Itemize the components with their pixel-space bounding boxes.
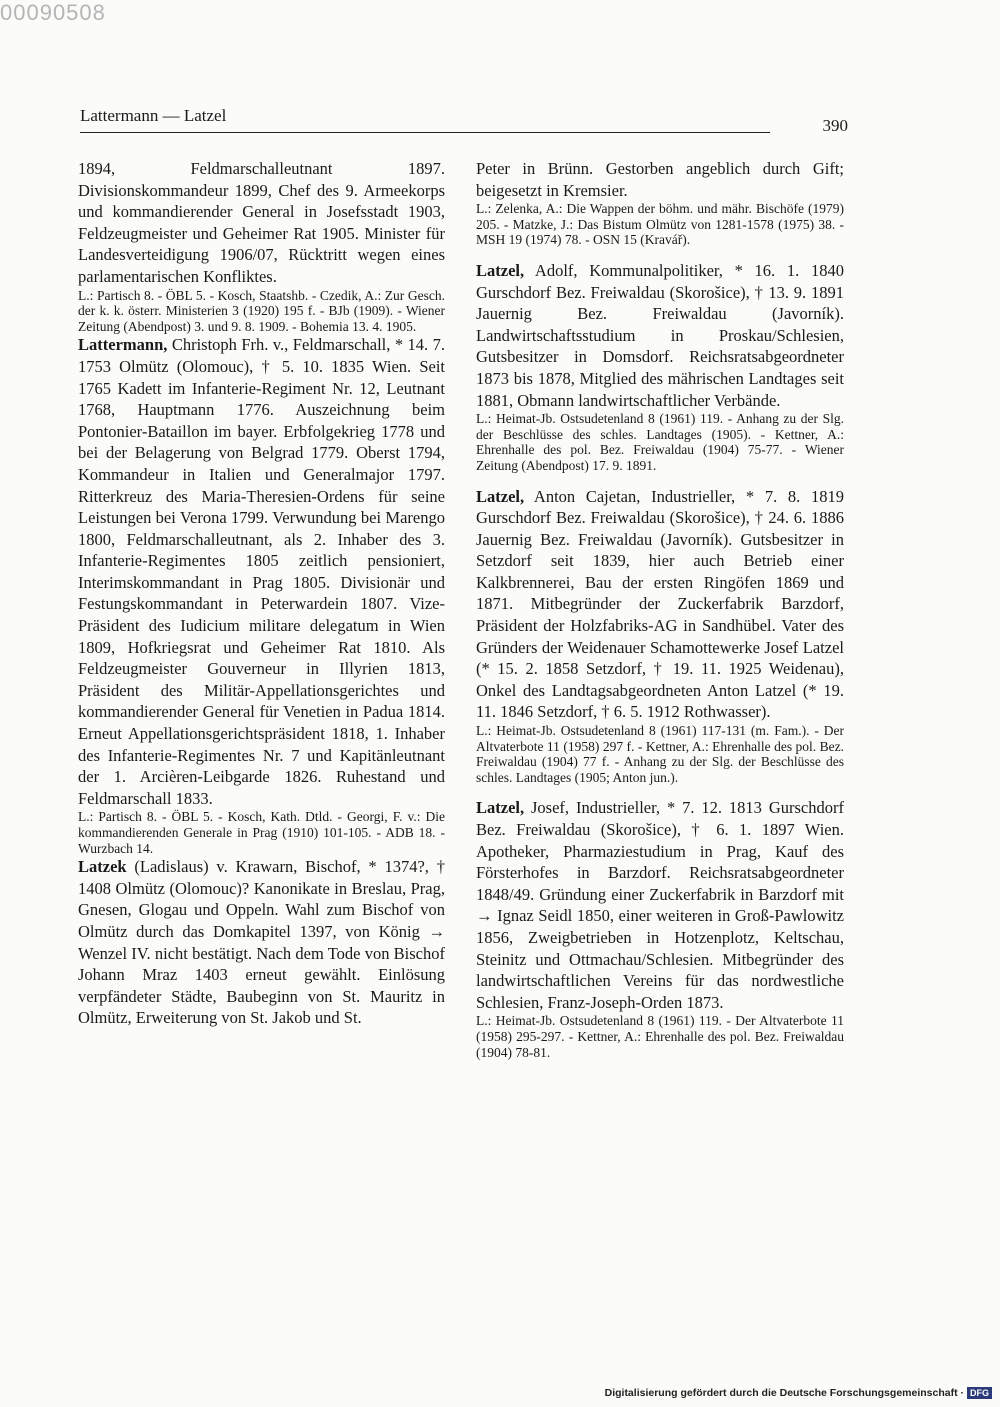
- header-rule: [80, 132, 770, 133]
- literature-block: L.: Partisch 8. - ÖBL 5. - Kosch, Kath. Dtld. - Georgi, F. v.: Die kommandierenden Generale in Prag (1910) 101-105. - ADB 18. - Wurzbach 14.: [78, 809, 445, 856]
- literature-block: L.: Heimat-Jb. Ostsudetenland 8 (1961) 119. - Anhang zu der Slg. der Beschlüsse des schles. Landtages (1905). - Kettner, A.: Ehrenhalle des pol. Bez. Freiwaldau (1904) 75-77. - Wiener Zeitung (Abendpost) 17. 9. 1891.: [476, 411, 844, 473]
- literature-block: L.: Heimat-Jb. Ostsudetenland 8 (1961) 119. - Der Altvaterbote 11 (1958) 295-297. - Kettner, A.: Ehrenhalle des pol. Bez. Freiwaldau (1904) 78-81.: [476, 1013, 844, 1060]
- entry-latzel-adolf: [476, 260, 844, 411]
- entry-latzel-josef: [476, 797, 844, 1013]
- entry-text: Josef, Industrieller, * 7. 12. 1813 Gurschdorf Bez. Freiwaldau (Skorošice), † 6. 1. 1897 Wien. Apotheker, Pharmaziestudium in Prag, Kauf des Försterhofes in Barzdorf. Reichsratsabgeordneter 1848/49. Gründung einer Zuckerfabrik in Barzdorf mit → Ignaz Seidl 1850, einer weiteren in Groß-Pawlowitz 1856, Zweigbetrieben in Hotzenplotz, Keltschau, Steinitz und Ottmachau/Schlesien. Mitbegründer des landwirtschaftlichen Vereins für das nordwestliche Schlesien, Franz-Joseph-Orden 1873.: [476, 798, 844, 1012]
- headword: Latzek: [78, 857, 127, 877]
- archive-stamp: 00090508: [0, 0, 106, 25]
- entry-text: (Ladislaus) v. Krawarn, Bischof, * 1374?, † 1408 Olmütz (Olomouc)? Kanonikate in Breslau, Prag, Gnesen, Glogau und Oppeln. Wahl zum Bischof von Olmütz durch das Domkapitel 1397, von König → Wenzel IV. nicht bestätigt. Nach dem Tode von Bischof Johann Mraz 1403 erneut gewählt. Einlösung verpfändeter Städte, Baubeginn von St. Mauritz in Olmütz, Erweiterung von St. Jakob und St.: [78, 857, 445, 1028]
- headword: Latzel,: [476, 798, 525, 818]
- literature-block: L.: Heimat-Jb. Ostsudetenland 8 (1961) 117-131 (m. Fam.). - Der Altvaterbote 11 (1958) 297 f. - Kettner, A.: Ehrenhalle des pol. Bez. Freiwaldau (1904) 77 f. - Anhang zu der Slg. der Beschlüsse des schles. Landtages (1905; Anton jun.).: [476, 723, 844, 785]
- left-column: [78, 158, 445, 1029]
- headword: Latzel,: [476, 260, 525, 280]
- entry-latzek: [78, 856, 445, 1029]
- entry-continuation: Peter in Brünn. Gestorben angeblich durch Gift; beigesetzt in Kremsier.: [476, 159, 844, 200]
- funding-footer: [605, 1387, 992, 1399]
- running-title: Lattermann — Latzel: [80, 106, 227, 125]
- entry-latzel-anton: [476, 486, 844, 724]
- right-column: [476, 158, 844, 1072]
- dfg-logo: DFG: [967, 1387, 992, 1399]
- headword: Lattermann,: [78, 335, 168, 355]
- footer-text: Digitalisierung gefördert durch die Deutsche Forschungsgemeinschaft ·: [604, 1387, 964, 1399]
- headword: Latzel,: [476, 486, 525, 506]
- literature-block: L.: Partisch 8. - ÖBL 5. - Kosch, Staatshb. - Czedik, A.: Zur Gesch. der k. k. österr. Ministerien 3 (1920) 195 f. - BJb (1909). - Wiener Zeitung (Abendpost) 3. und 9. 8. 1909. - Bohemia 13. 4. 1905.: [78, 287, 445, 334]
- entry-text: Anton Cajetan, Industrieller, * 7. 8. 1819 Gurschdorf Bez. Freiwaldau (Skorošice), † 24. 6. 1886 Jauernig Bez. Freiwaldau (Javorník). Gutsbesitzer in Setzdorf seit 1839, hier auch Betrieb einer Kalkbrennerei, Bau der ersten Ringöfen 1869 und 1871. Mitbegründer der Zuckerfabrik Barzdorf, Präsident der Holzfabriks-AG in Sandhübel. Vater des Gründers der Weidenauer Schamottewerke Josef Latzel (* 15. 2. 1858 Setzdorf, † 19. 11. 1925 Weidenau), Onkel des Landtagsabgeordneten Anton Latzel (* 19. 11. 1846 Setzdorf, † 6. 5. 1912 Rothwasser).: [476, 486, 844, 722]
- page-number: 390: [822, 116, 848, 135]
- entry-text: Christoph Frh. v., Feldmarschall, * 14. 7. 1753 Olmütz (Olomouc), † 5. 10. 1835 Wien. Seit 1765 Kadett im Infanterie-Regiment Nr. 12, Leutnant 1768, Hauptmann 1776. Auszeichnung beim Pontonier-Bataillon im bayer. Erbfolgekrieg 1778 und bei der Belagerung von Belgrad 1779. Oberst 1794, Kommandeur in Italien und Generalmajor 1797. Ritterkreuz des Maria-Theresien-Ordens für seine Leistungen bei Verona 1799. Verwundung bei Marengo 1800, Feldmarschalleutnant, als 2. Inhaber des 3. Infanterie-Regimentes 1805 zeitlich pensioniert, Interimskommandant in Prag 1805. Divisionär und Festungskommandant in Peterwardein 1807. Vize-Präsident des Iudicium militare delegatum in Wien 1809, Hofkriegsrat und Geheimer Rat 1810. Als Feldzeugmeister Gouverneur in Illyrien 1813, Präsident des Militär-Appellationsgerichtes und kommandierender General für Venetien in Padua 1814. Erneut Appellationsgerichtspräsident 1818, 1. Inhaber des Infanterie-Regimentes Nr. 7 und Kapitänleutnant der 1. Arcièren-Leibgarde 1826. Ruhestand und Feldmarschall 1833.: [78, 335, 445, 808]
- entry-continuation: 1894, Feldmarschalleutnant 1897. Divisionskommandeur 1899, Chef des 9. Armeekorps und kommandierender General in Josefsstadt 1903, Feldzeugmeister und Geheimer Rat 1905. Minister für Landesverteidigung 1906/07, Rücktritt wegen eines parlamentarischen Konfliktes.: [78, 159, 445, 286]
- entry-text: Adolf, Kommunalpolitiker, * 16. 1. 1840 Gurschdorf Bez. Freiwaldau (Skorošice), † 13. 9. 1891 Jauernig Bez. Freiwaldau (Javorník). Landwirtschaftsstudium in Proskau/Schlesien, Gutsbesitzer in Domsdorf. Reichsratsabgeordneter 1873 bis 1878, Mitglied des mährischen Landtages seit 1881, Obmann landwirtschaftlicher Verbände.: [476, 260, 844, 410]
- entry-lattermann: [78, 334, 445, 809]
- literature-block: L.: Zelenka, A.: Die Wappen der böhm. und mähr. Bischöfe (1979) 205. - Matzke, J.: Das Bistum Olmütz von 1281-1578 (1975) 38. - MSH 19 (1974) 78. - OSN 15 (Kravář).: [476, 201, 844, 248]
